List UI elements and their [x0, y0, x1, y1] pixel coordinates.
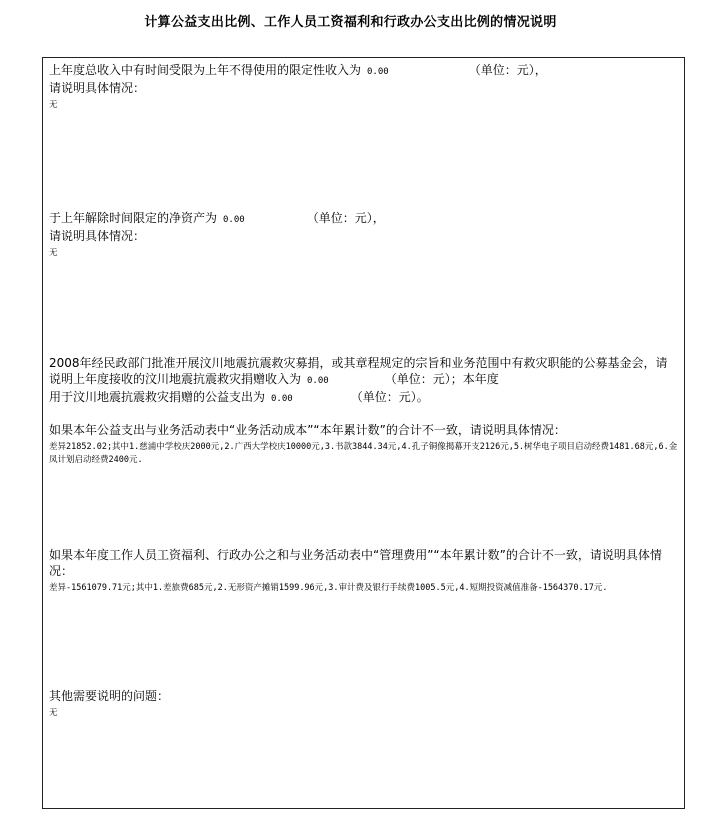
restricted-income-prompt: 请说明具体情况： [49, 81, 146, 95]
earthquake-expense-value: 0.00 [271, 394, 293, 404]
earthquake-income-value: 0.00 [307, 376, 329, 386]
restricted-income-answer: 无 [49, 100, 58, 110]
section-admin-cost-diff [49, 547, 678, 595]
admin-cost-diff-answer: 差异-1561079.71元;其中1.差旅费685元,2.无形资产摊销1599.96元,3.审计费及银行手续费1005.5元,4.短期投资减值准备-1564370.17元. [49, 583, 608, 593]
section-other-issues [49, 688, 678, 720]
earthquake-expense-text: 用于汶川地震抗震救灾捐赠的公益支出为 [49, 390, 266, 404]
released-assets-prompt: 请说明具体情况： [49, 229, 146, 243]
released-assets-value: 0.00 [223, 215, 245, 225]
released-assets-unit: （单位：元）， [306, 211, 385, 225]
restricted-income-value: 0.00 [367, 67, 389, 77]
restricted-income-unit: （单位：元）， [468, 63, 547, 77]
other-issues-answer: 无 [49, 708, 58, 718]
released-assets-answer: 无 [49, 248, 58, 258]
page-title: 计算公益支出比例、工作人员工资福利和行政办公支出比例的情况说明 [144, 15, 557, 30]
other-issues-prompt: 其他需要说明的问题： [49, 689, 170, 703]
restricted-income-label: 上年度总收入中有时间受限为上年不得使用的限定性收入为 [49, 63, 362, 77]
section-public-welfare-diff [49, 422, 678, 467]
section-restricted-income [49, 62, 678, 112]
section-earthquake-relief [49, 355, 678, 407]
admin-cost-diff-prompt: 如果本年度工作人员工资福利、行政办公之和与业务活动表中“管理费用”“本年累计数”的合计不一致，请说明具体情况： [49, 548, 662, 578]
section-released-assets [49, 210, 678, 260]
statement-box [42, 57, 685, 809]
earthquake-income-unit: （单位：元）；本年度 [384, 372, 499, 386]
released-assets-label: 于上年解除时间限定的净资产为 [49, 211, 218, 225]
earthquake-expense-unit: （单位：元）。 [350, 390, 429, 404]
public-welfare-diff-prompt: 如果本年公益支出与业务活动表中“业务活动成本”“本年累计数”的合计不一致，请说明具体情况： [49, 423, 566, 437]
public-welfare-diff-answer: 差异21852.02;其中1.慈浦中学校庆2000元,2.广西大学校庆10000元,3.书款3844.34元,4.孔子铜像揭幕开支2126元,5.树华电子项目启动经费1481.68元,6.金凤计划启动经费2400元. [49, 442, 678, 465]
earthquake-income-text: 2008年经民政部门批准开展汶川地震抗震救灾募捐，或其章程规定的宗旨和业务范围中有救灾职能的公募基金会，请说明上年度接收的汶川地震抗震救灾捐赠收入为 [49, 356, 668, 386]
